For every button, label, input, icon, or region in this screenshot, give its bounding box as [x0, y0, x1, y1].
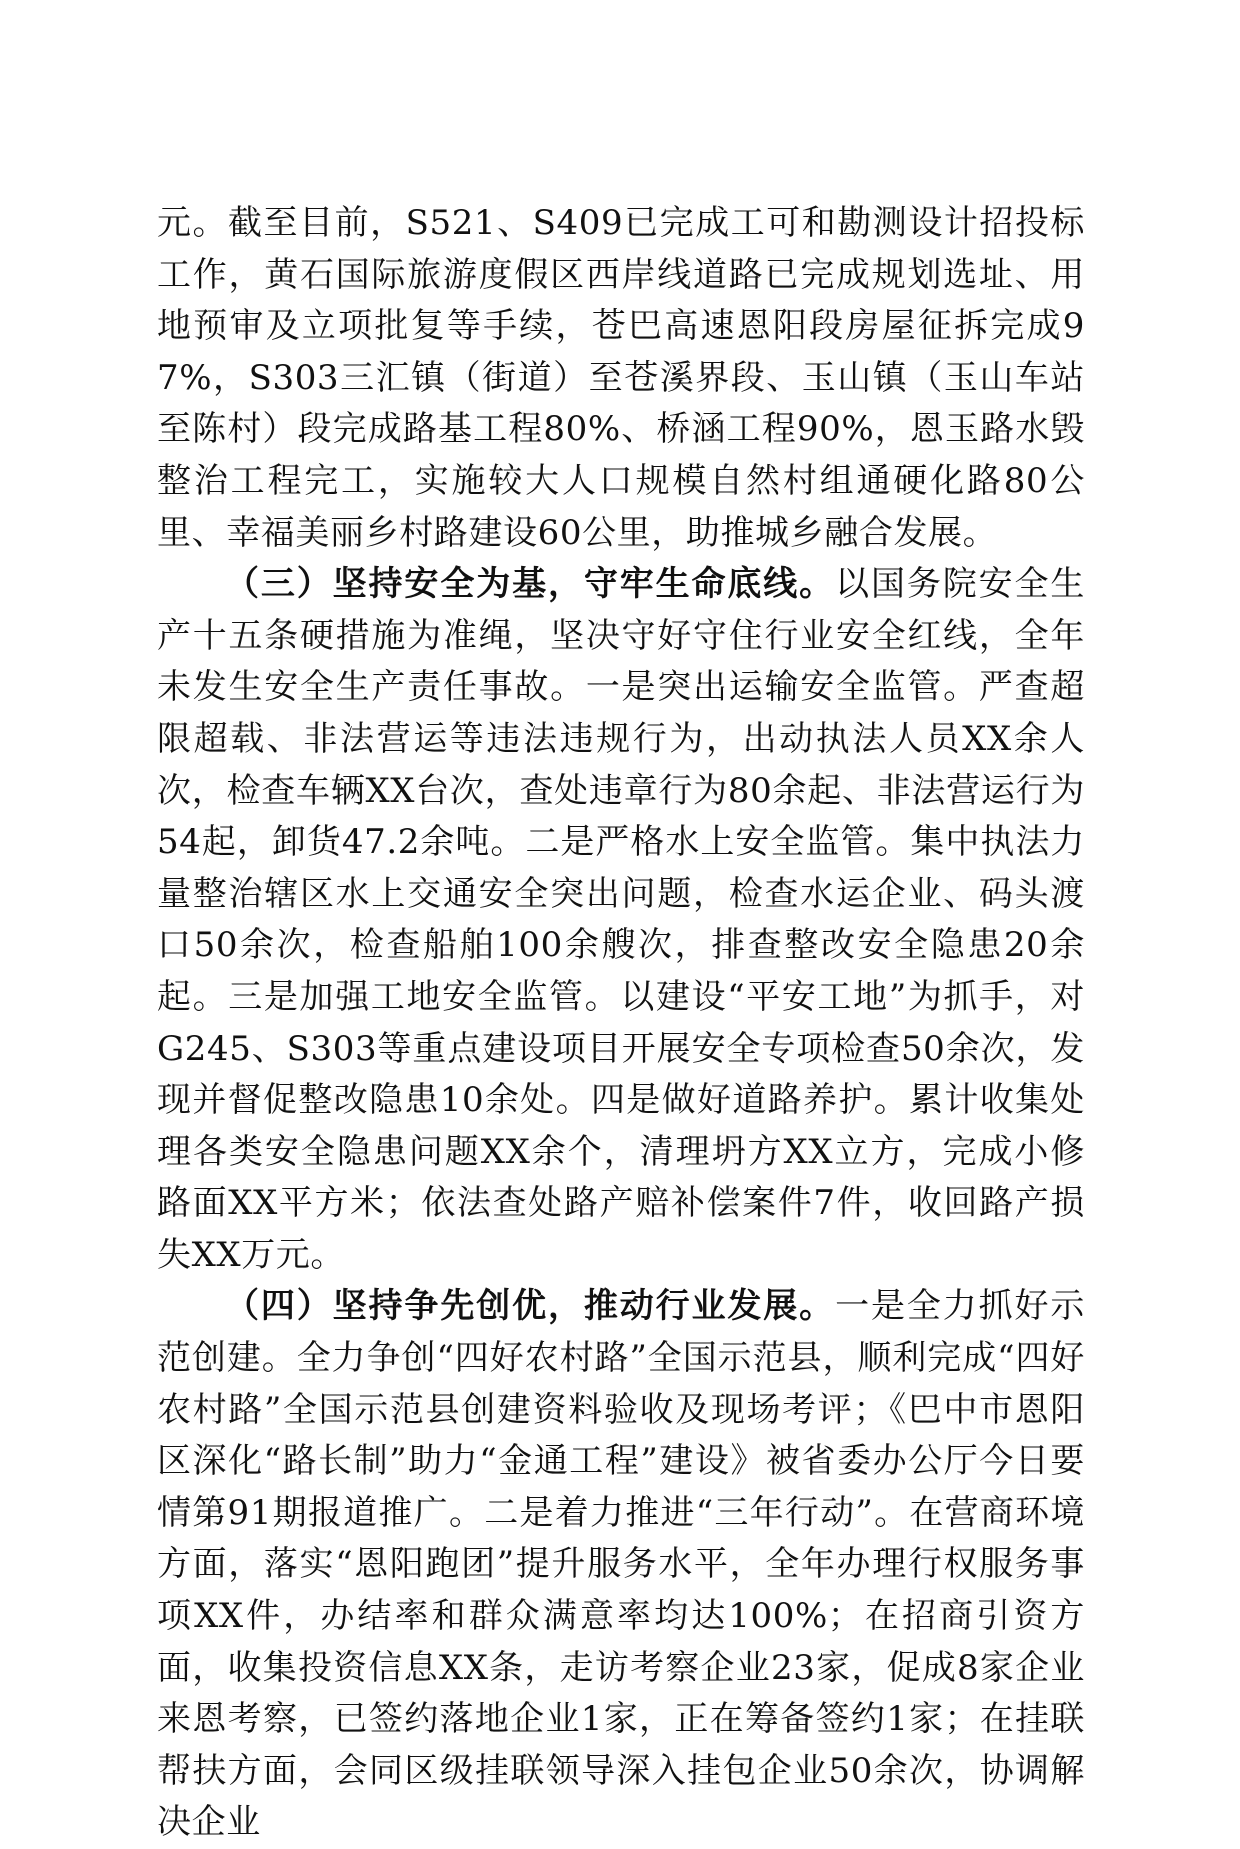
paragraph-text: 一是全力抓好示范创建。全力争创“四好农村路”全国示范县，顺利完成“四好农村路”全国示范县创建资料验收及现场考评；《巴中市恩阳区深化“路长制”助力“金通工程”建设》被省委办公厅今日要情第91期报道推广。二是着力推进“三年行动”。在营商环境方面，落实“恩阳跑团”提升服务水平，全年办理行权服务事项XX件，办结率和群众满意率均达100%；在招商引资方面，收集投资信息XX条，走访考察企业23家，促成8家企业来恩考察，已签约落地企业1家，正在筹备签约1家；在挂联帮扶方面，会同区级挂联领导深入挂包企业50余次，协调解决企业 [157, 1286, 1085, 1843]
section-heading: （四）坚持争先创优，推动行业发展。 [225, 1286, 836, 1327]
paragraph-section-three [157, 559, 1085, 1281]
paragraph-continuation [157, 198, 1085, 559]
section-heading: （三）坚持安全为基，守牢生命底线。 [225, 564, 836, 605]
paragraph-text: 以国务院安全生产十五条硬措施为准绳，坚决守好守住行业安全红线，全年未发生安全生产责任事故。一是突出运输安全监管。严查超限超载、非法营运等违法违规行为，出动执法人员XX余人次，检查车辆XX台次，查处违章行为80余起、非法营运行为54起，卸货47.2余吨。二是严格水上安全监管。集中执法力量整治辖区水上交通安全突出问题，检查水运企业、码头渡口50余次，检查船舶100余艘次，排查整改安全隐患20余起。三是加强工地安全监管。以建设“平安工地”为抓手，对G245、S303等重点建设项目开展安全专项检查50余次，发现并督促整改隐患10余处。四是做好道路养护。累计收集处理各类安全隐患问题XX余个，清理坍方XX立方，完成小修路面XX平方米；依法查处路产赔补偿案件7件，收回路产损失XX万元。 [157, 564, 1085, 1275]
paragraph-section-four [157, 1281, 1085, 1849]
document-body [157, 198, 1085, 1849]
paragraph-text: 元。截至目前，S521、S409已完成工可和勘测设计招投标工作，黄石国际旅游度假区西岸线道路已完成规划选址、用地预审及立项批复等手续，苍巴高速恩阳段房屋征拆完成97%，S303三汇镇（街道）至苍溪界段、玉山镇（玉山车站至陈村）段完成路基工程80%、桥涵工程90%，恩玉路水毁整治工程完工，实施较大人口规模自然村组通硬化路80公里、幸福美丽乡村路建设60公里，助推城乡融合发展。 [157, 203, 1085, 553]
